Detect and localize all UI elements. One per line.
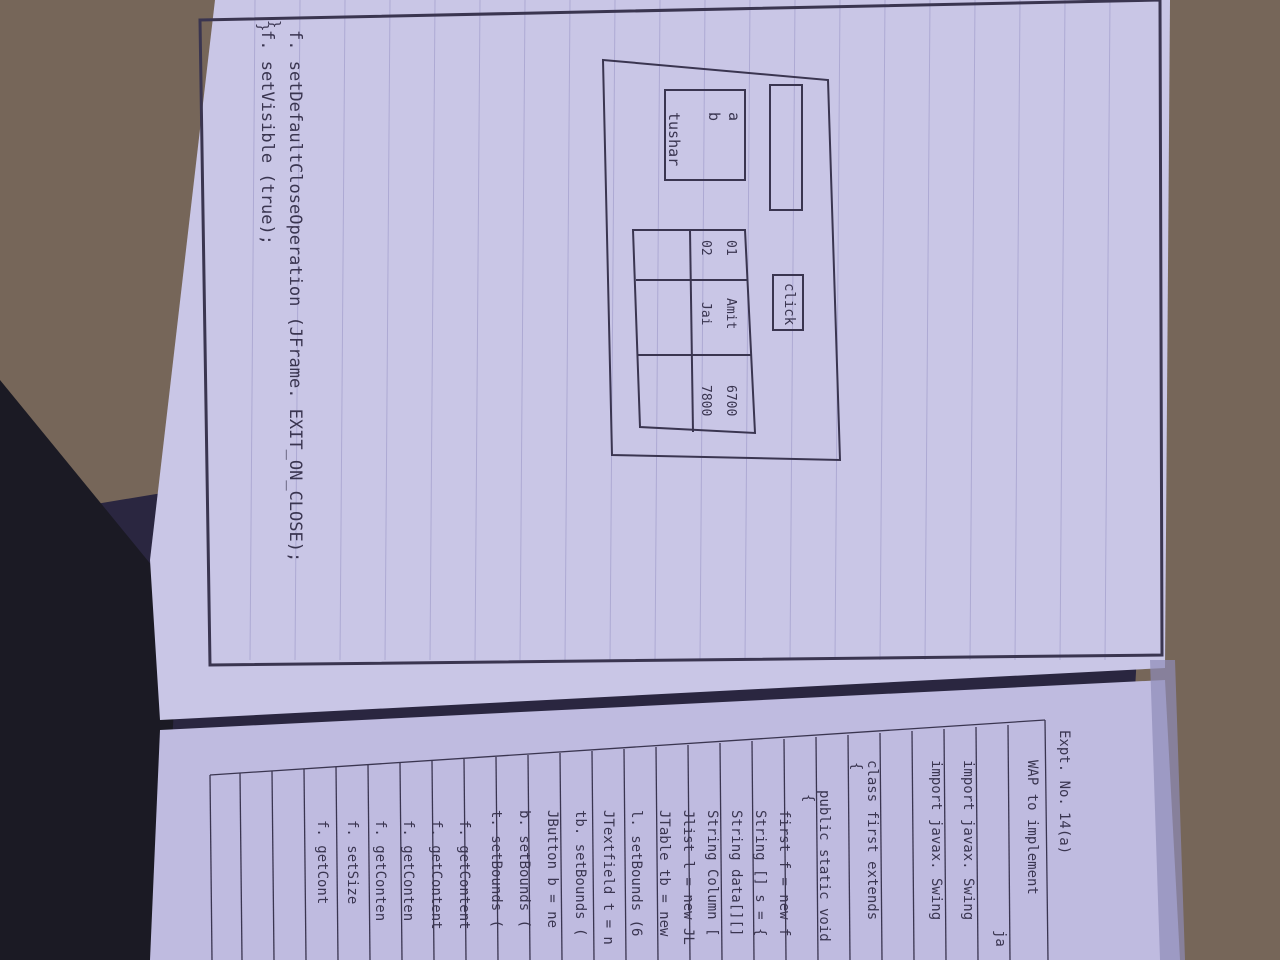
code-line: f. setSize [344, 820, 360, 905]
code-line: first f = new f [776, 810, 792, 937]
code-line: t. setBounds ( [488, 810, 504, 929]
code-line: f. getConten [400, 820, 416, 922]
code-line: tb. setBounds ( [572, 810, 588, 937]
brace-1: } [266, 20, 282, 29]
code-line: { [800, 794, 816, 803]
code-line: public static void [816, 790, 832, 942]
expt-label: Expt. No. [1056, 730, 1072, 806]
code-line: JButton b = ne [544, 810, 560, 929]
code-line: import javax. Swing [928, 760, 944, 921]
table-cell: 7800 [698, 385, 713, 417]
right-page-header [1056, 730, 1072, 854]
code-line: WAP to implement [1024, 760, 1040, 895]
table-cell: 02 [698, 240, 713, 256]
code-line: class first extends [864, 760, 880, 921]
code-line: Jlist l = new JL [680, 810, 696, 945]
code-line: f. getContent [456, 820, 472, 930]
code-line: f. getContent [428, 820, 444, 930]
list-item: a [725, 112, 743, 122]
code-line: JTable tb = new [656, 810, 672, 937]
code-line: { [848, 762, 864, 771]
code-line: f. getConten [372, 820, 388, 922]
code-line: import javax. Swing [960, 760, 976, 921]
code-line: String Column [ [704, 810, 720, 937]
table-cell: 01 [723, 240, 738, 256]
code-line: ja [992, 930, 1008, 947]
code-line: String [] s = { [752, 810, 768, 937]
code-line-2: f. setDefaultCloseOperation (JFrame. EXIT_ON_CLOSE); [285, 30, 305, 563]
list-item: tushar [665, 112, 683, 167]
code-line: String data[][] [728, 810, 744, 937]
code-line: b. setBounds ( [516, 810, 532, 929]
table-cell: Jai [698, 302, 713, 326]
table-cell: 6700 [723, 385, 738, 417]
table-cell: Amit [723, 298, 738, 330]
code-line: l. setBounds (6 [628, 810, 644, 937]
brace-2: } [254, 23, 270, 32]
code-line: f. getCont [314, 820, 330, 905]
button-label: click [781, 283, 797, 326]
code-line-1: f. setVisible (true); [257, 30, 277, 245]
expt-number: 14(a) [1056, 812, 1072, 855]
list-item: b [705, 112, 723, 122]
code-line: JTextfield t = n [600, 810, 616, 945]
